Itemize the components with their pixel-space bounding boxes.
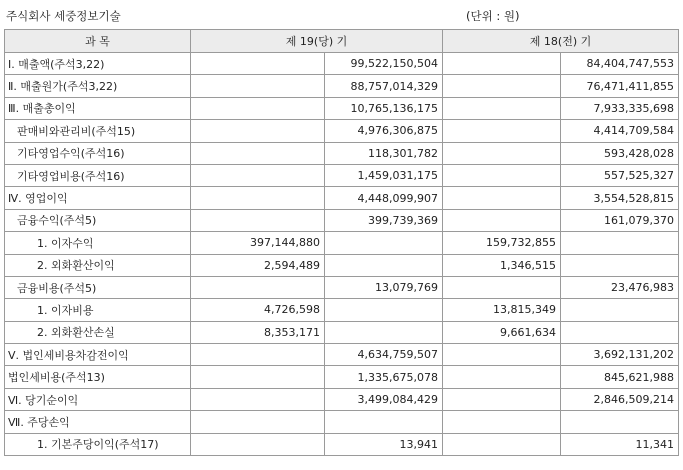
previous-detail-value: 1,346,515 <box>443 254 561 276</box>
previous-detail-value <box>443 142 561 164</box>
current-detail-value <box>191 53 325 75</box>
previous-total-value <box>561 232 679 254</box>
previous-total-value <box>561 321 679 343</box>
current-detail-value <box>191 388 325 410</box>
current-total-value <box>325 411 443 433</box>
row-label: Ⅶ. 주당손익 <box>5 411 191 433</box>
table-row <box>5 209 679 231</box>
table-row <box>5 232 679 254</box>
row-label: 2. 외화환산이익 <box>5 254 191 276</box>
previous-total-value: 161,079,370 <box>561 209 679 231</box>
current-detail-value: 8,353,171 <box>191 321 325 343</box>
current-detail-value <box>191 187 325 209</box>
previous-total-value: 2,846,509,214 <box>561 388 679 410</box>
current-detail-value <box>191 75 325 97</box>
table-row <box>5 120 679 142</box>
previous-total-value: 84,404,747,553 <box>561 53 679 75</box>
row-label: Ⅱ. 매출원가(주석3,22) <box>5 75 191 97</box>
row-label: 기타영업비용(주석16) <box>5 164 191 186</box>
current-total-value: 99,522,150,504 <box>325 53 443 75</box>
table-row <box>5 187 679 209</box>
previous-total-value <box>561 254 679 276</box>
current-detail-value <box>191 366 325 388</box>
current-total-value: 118,301,782 <box>325 142 443 164</box>
previous-detail-value <box>443 366 561 388</box>
previous-detail-value: 9,661,634 <box>443 321 561 343</box>
current-total-value: 1,459,031,175 <box>325 164 443 186</box>
table-row <box>5 321 679 343</box>
current-detail-value: 2,594,489 <box>191 254 325 276</box>
company-name: 주식회사 세중정보기술 <box>6 9 121 23</box>
current-total-value: 13,079,769 <box>325 276 443 298</box>
previous-detail-value <box>443 433 561 455</box>
row-label: 금융수익(주석5) <box>5 209 191 231</box>
current-detail-value <box>191 276 325 298</box>
previous-total-value: 845,621,988 <box>561 366 679 388</box>
current-detail-value: 397,144,880 <box>191 232 325 254</box>
current-detail-value <box>191 120 325 142</box>
current-total-value: 13,941 <box>325 433 443 455</box>
current-total-value: 399,739,369 <box>325 209 443 231</box>
table-row <box>5 276 679 298</box>
row-label: 기타영업수익(주석16) <box>5 142 191 164</box>
current-detail-value <box>191 97 325 119</box>
table-row <box>5 344 679 366</box>
current-detail-value <box>191 142 325 164</box>
current-detail-value <box>191 164 325 186</box>
row-label: 금융비용(주석5) <box>5 276 191 298</box>
income-statement-table <box>4 29 679 456</box>
table-row <box>5 411 679 433</box>
table-row <box>5 97 679 119</box>
current-total-value: 4,976,306,875 <box>325 120 443 142</box>
current-total-value: 1,335,675,078 <box>325 366 443 388</box>
previous-total-value <box>561 299 679 321</box>
previous-total-value: 3,692,131,202 <box>561 344 679 366</box>
current-total-value: 3,499,084,429 <box>325 388 443 410</box>
previous-total-value: 4,414,709,584 <box>561 120 679 142</box>
previous-total-value: 593,428,028 <box>561 142 679 164</box>
row-label: 1. 이자비용 <box>5 299 191 321</box>
previous-total-value: 3,554,528,815 <box>561 187 679 209</box>
previous-detail-value <box>443 209 561 231</box>
current-total-value <box>325 299 443 321</box>
current-total-value <box>325 254 443 276</box>
table-row <box>5 433 679 455</box>
previous-detail-value <box>443 276 561 298</box>
table-row <box>5 164 679 186</box>
row-label: 2. 외화환산손실 <box>5 321 191 343</box>
row-label: 법인세비용(주석13) <box>5 366 191 388</box>
unit-label: (단위 : 원) <box>466 9 520 23</box>
previous-total-value: 23,476,983 <box>561 276 679 298</box>
column-header-current: 제 19(당) 기 <box>191 30 443 53</box>
previous-total-value: 7,933,335,698 <box>561 97 679 119</box>
column-header-previous: 제 18(전) 기 <box>443 30 679 53</box>
row-label: 1. 이자수익 <box>5 232 191 254</box>
table-row <box>5 142 679 164</box>
current-detail-value <box>191 209 325 231</box>
table-row <box>5 366 679 388</box>
previous-detail-value <box>443 53 561 75</box>
previous-detail-value <box>443 411 561 433</box>
current-total-value <box>325 232 443 254</box>
row-label: Ⅵ. 당기순이익 <box>5 388 191 410</box>
table-row <box>5 299 679 321</box>
row-label: Ⅴ. 법인세비용차감전이익 <box>5 344 191 366</box>
current-detail-value: 4,726,598 <box>191 299 325 321</box>
current-total-value: 10,765,136,175 <box>325 97 443 119</box>
current-detail-value <box>191 344 325 366</box>
row-label: 1. 기본주당이익(주석17) <box>5 433 191 455</box>
row-label: Ⅳ. 영업이익 <box>5 187 191 209</box>
previous-detail-value: 159,732,855 <box>443 232 561 254</box>
row-label: 판매비와관리비(주석15) <box>5 120 191 142</box>
row-label: Ⅲ. 매출총이익 <box>5 97 191 119</box>
previous-total-value: 76,471,411,855 <box>561 75 679 97</box>
table-row <box>5 254 679 276</box>
previous-detail-value <box>443 75 561 97</box>
current-total-value: 88,757,014,329 <box>325 75 443 97</box>
current-detail-value <box>191 433 325 455</box>
column-header-item: 과 목 <box>5 30 191 53</box>
previous-detail-value <box>443 388 561 410</box>
table-row <box>5 388 679 410</box>
report-header <box>0 0 683 30</box>
previous-detail-value <box>443 97 561 119</box>
previous-total-value: 557,525,327 <box>561 164 679 186</box>
current-total-value: 4,448,099,907 <box>325 187 443 209</box>
current-total-value: 4,634,759,507 <box>325 344 443 366</box>
current-total-value <box>325 321 443 343</box>
table-row <box>5 53 679 75</box>
previous-detail-value <box>443 187 561 209</box>
previous-total-value <box>561 411 679 433</box>
table-header-row <box>5 30 679 53</box>
current-detail-value <box>191 411 325 433</box>
previous-detail-value <box>443 120 561 142</box>
previous-detail-value <box>443 344 561 366</box>
previous-detail-value <box>443 164 561 186</box>
row-label: Ⅰ. 매출액(주석3,22) <box>5 53 191 75</box>
previous-detail-value: 13,815,349 <box>443 299 561 321</box>
previous-total-value: 11,341 <box>561 433 679 455</box>
table-row <box>5 75 679 97</box>
